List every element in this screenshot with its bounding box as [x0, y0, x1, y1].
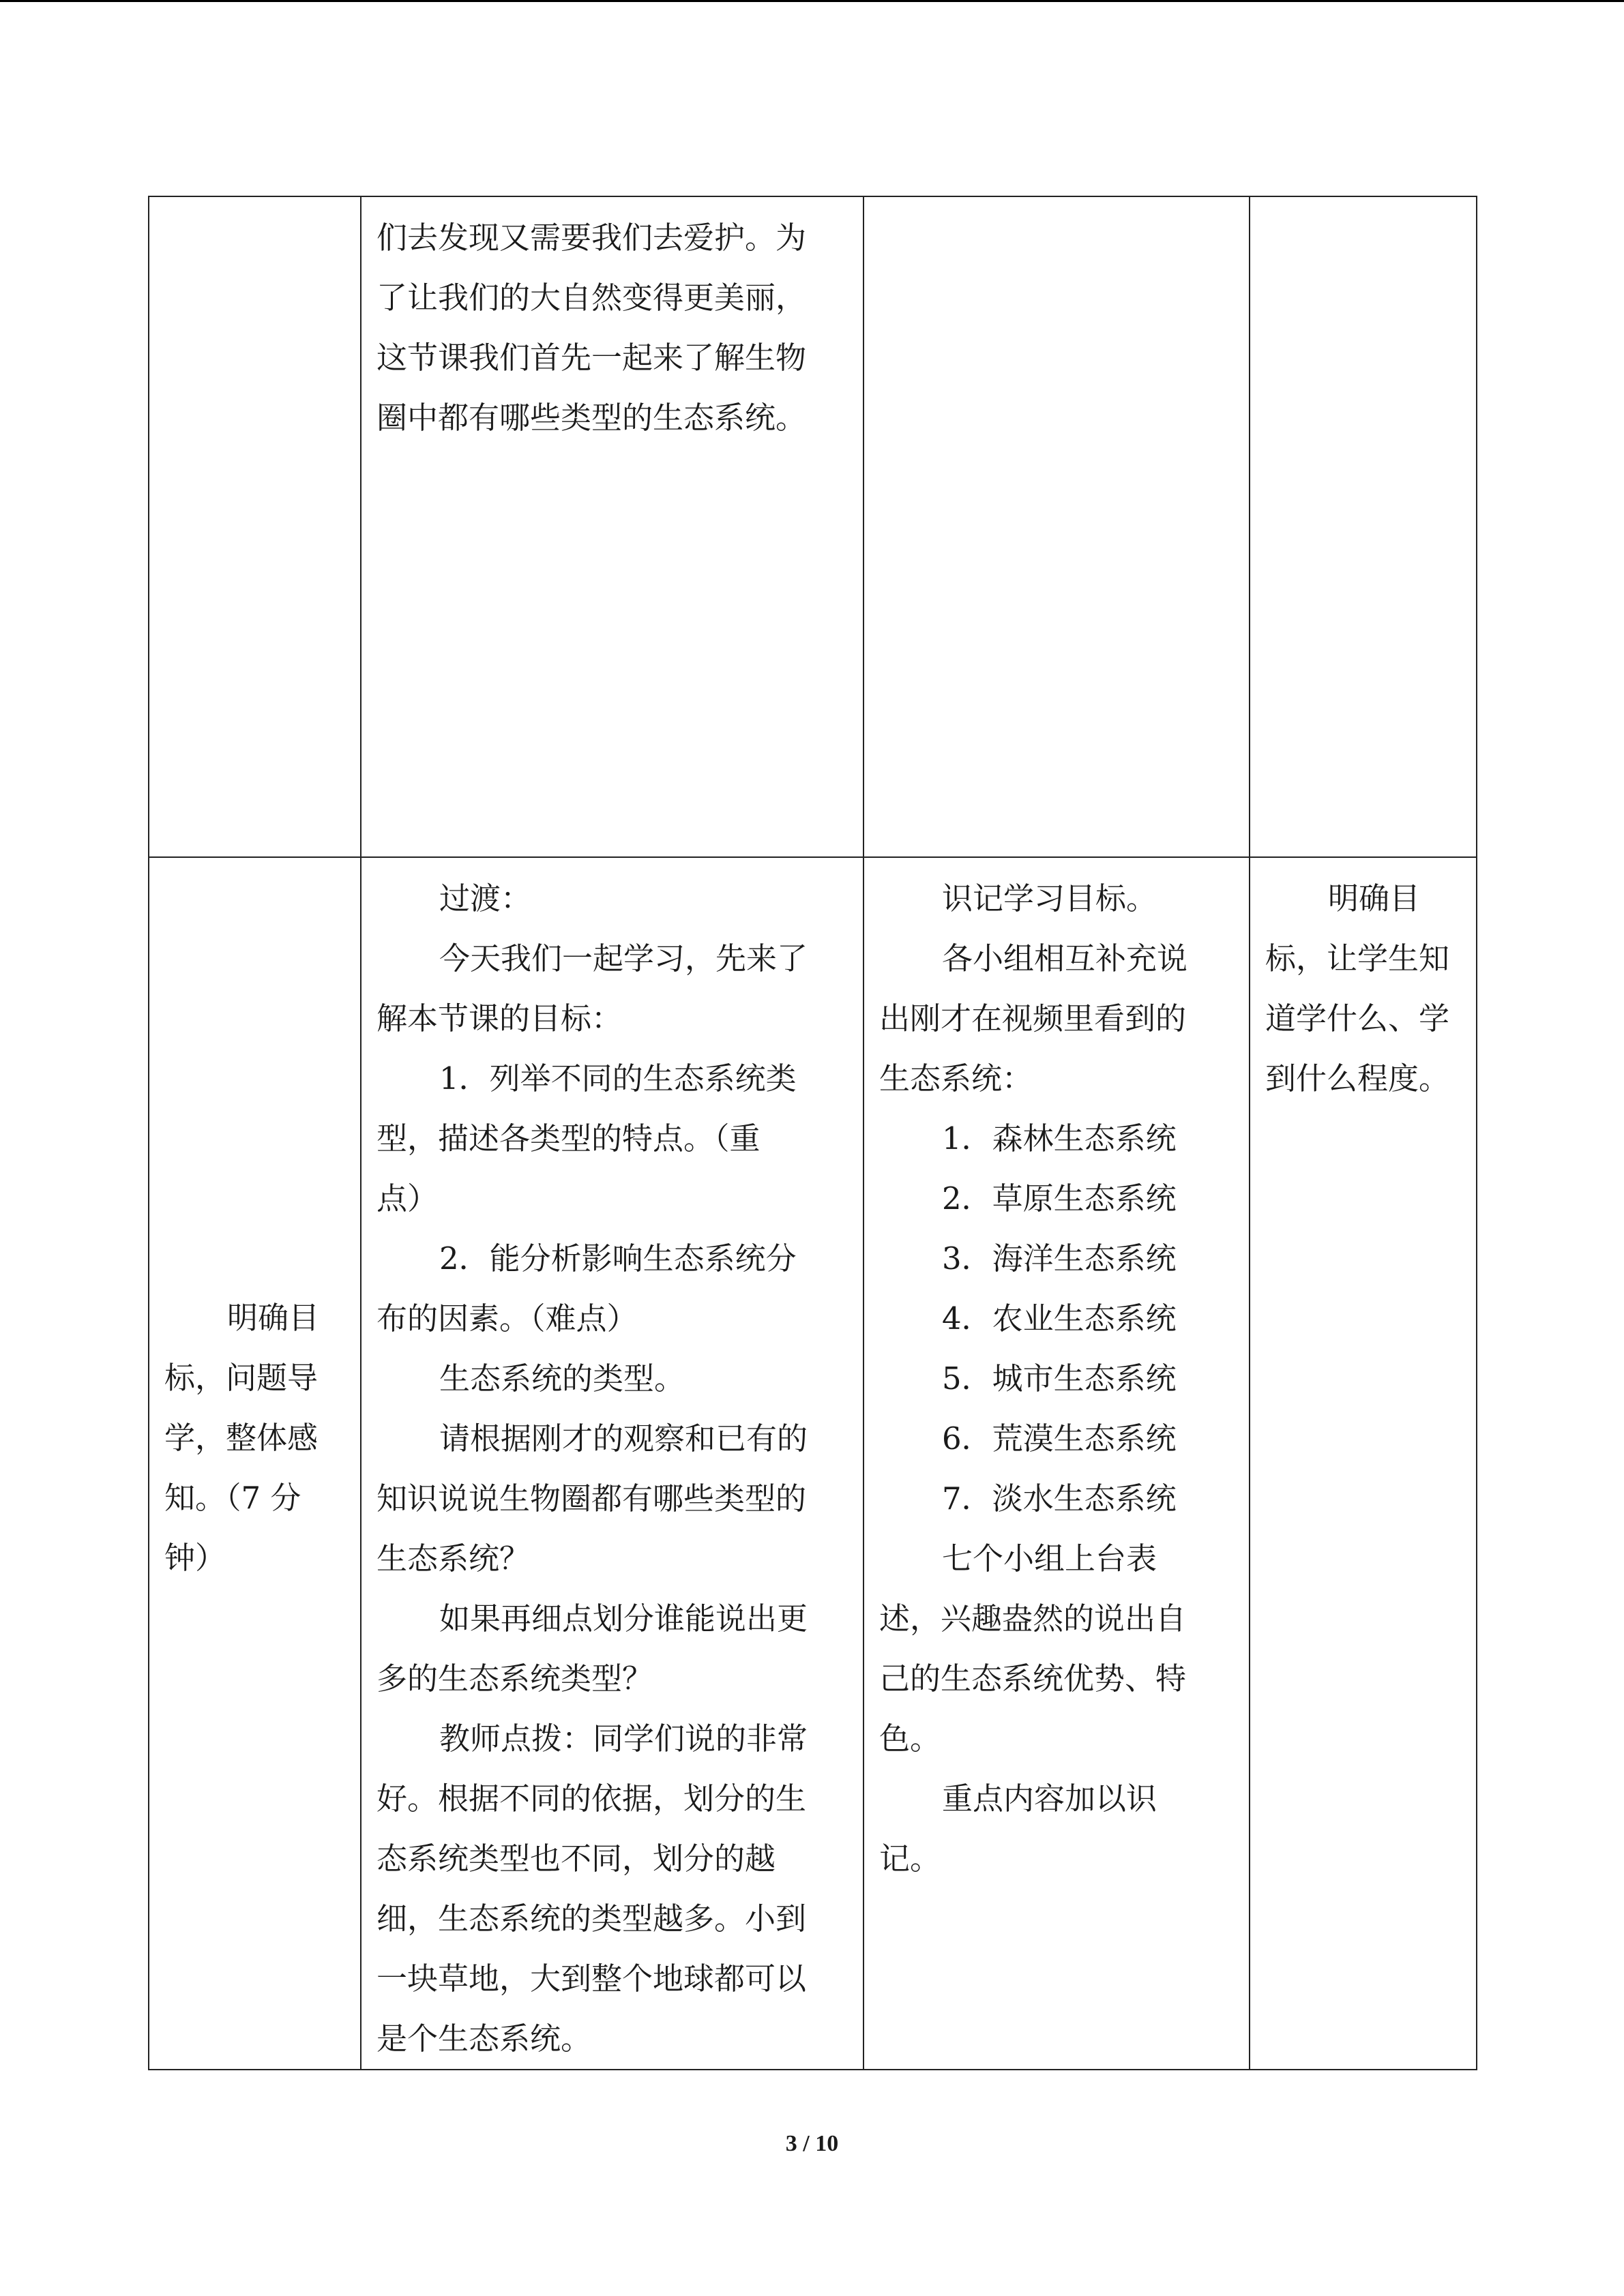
- text-line: 请根据刚才的观察和已有的: [439, 1420, 808, 1457]
- text-line: 们去发现又需要我们去爱护。为: [377, 220, 807, 256]
- row2-intent-text: [1250, 858, 1476, 1109]
- stage-line: 明确目: [227, 1299, 320, 1336]
- text-line: 道学什么、学: [1265, 1000, 1450, 1037]
- text-line: 各小组相互补充说: [942, 940, 1188, 976]
- text-line: 多的生态系统类型？: [377, 1660, 653, 1697]
- text-line: 生态系统：: [879, 1060, 1033, 1097]
- text-line: 1．森林生态系统: [942, 1120, 1177, 1157]
- row2-teacher-activity-text: [361, 858, 863, 2069]
- page-number: 3 / 10: [785, 2131, 839, 2156]
- text-line: 己的生态系统优势、特: [879, 1660, 1187, 1697]
- text-line: 一块草地，大到整个地球都可以: [377, 1960, 807, 1997]
- row1-student-activity-cell: [863, 196, 1250, 857]
- text-line: 好。根据不同的依据，划分的生: [377, 1780, 807, 1817]
- text-line: 布的因素。（难点）: [377, 1300, 638, 1337]
- row2-student-activity-text: [864, 858, 1249, 1889]
- text-line: 型，描述各类型的特点。（重: [377, 1120, 761, 1157]
- text-line: 明确目: [1328, 880, 1421, 916]
- text-line: 是个生态系统。: [377, 2021, 592, 2057]
- text-line: 6．荒漠生态系统: [942, 1420, 1177, 1457]
- text-line: 标，让学生知: [1265, 940, 1450, 976]
- text-line: 4．农业生态系统: [942, 1300, 1177, 1337]
- table-row: [149, 196, 1477, 857]
- text-line: 3．海洋生态系统: [942, 1240, 1177, 1277]
- row2-stage-cell: [149, 857, 361, 2070]
- table-row: [149, 857, 1477, 2070]
- row1-intent-cell: [1250, 196, 1477, 857]
- text-line: 解本节课的目标：: [377, 1000, 623, 1037]
- text-line: 这节课我们首先一起来了解生物: [377, 340, 807, 376]
- text-line: 点）: [377, 1180, 439, 1217]
- text-line: 圈中都有哪些类型的生态系统。: [377, 400, 807, 436]
- text-line: 如果再细点划分谁能说出更: [439, 1600, 808, 1637]
- text-line: 2．能分析影响生态系统分: [439, 1240, 797, 1277]
- text-line: 知识说说生物圈都有哪些类型的: [377, 1480, 807, 1517]
- text-line: 5．城市生态系统: [942, 1360, 1177, 1397]
- text-line: 述，兴趣盎然的说出自: [879, 1600, 1187, 1637]
- text-line: 2．草原生态系统: [942, 1180, 1177, 1217]
- stage-line: 学，整体感: [164, 1419, 319, 1456]
- stage-line: 钟）: [164, 1539, 226, 1576]
- text-line: 生态系统的类型。: [439, 1360, 685, 1397]
- row2-student-activity-cell: [863, 857, 1250, 2070]
- row1-stage-cell: [149, 196, 361, 857]
- row1-teacher-activity-cell: [361, 196, 863, 857]
- text-line: 了让我们的大自然变得更美丽，: [377, 280, 807, 316]
- text-line: 教师点拨：同学们说的非常: [439, 1720, 808, 1757]
- text-line: 细，生态系统的类型越多。小到: [377, 1900, 807, 1937]
- text-line: 到什么程度。: [1265, 1060, 1450, 1097]
- row2-intent-cell: [1250, 857, 1477, 2070]
- text-line: 识记学习目标。: [942, 880, 1157, 916]
- row2-teacher-activity-cell: [361, 857, 863, 2070]
- row2-stage-text: [149, 1288, 334, 1629]
- text-line: 色。: [879, 1720, 941, 1757]
- stage-line: 标，问题导: [164, 1359, 319, 1396]
- text-line: 出刚才在视频里看到的: [879, 1000, 1187, 1037]
- stage-line: 知。（7 分: [164, 1479, 301, 1516]
- text-line: 七个小组上台表: [942, 1540, 1157, 1577]
- text-line: 今天我们一起学习，先来了: [439, 940, 808, 976]
- lesson-plan-table: [148, 196, 1477, 2070]
- text-line: 过渡：: [439, 880, 532, 916]
- text-line: 态系统类型也不同，划分的越: [377, 1840, 776, 1877]
- text-line: 1．列举不同的生态系统类: [439, 1060, 797, 1097]
- text-line: 记。: [879, 1840, 941, 1877]
- text-line: 重点内容加以识: [942, 1780, 1157, 1817]
- text-line: 生态系统？: [377, 1540, 531, 1577]
- text-line: 7．淡水生态系统: [942, 1480, 1177, 1517]
- row1-teacher-activity-text: [361, 197, 863, 448]
